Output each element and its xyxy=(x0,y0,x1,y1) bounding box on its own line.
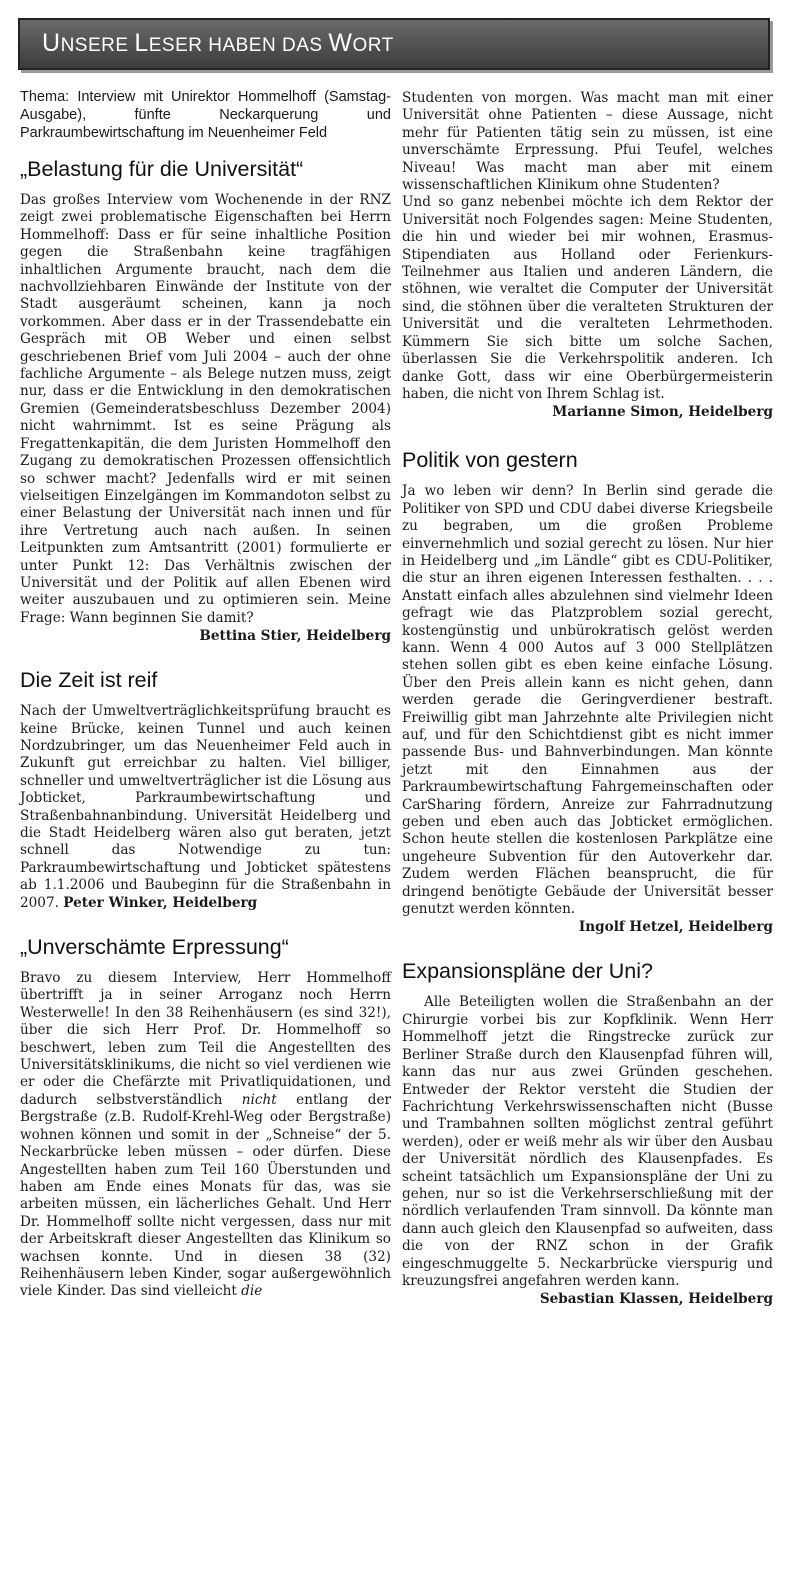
letter-erpressung-continued xyxy=(402,90,773,421)
letter-belastung xyxy=(20,156,391,645)
letter-signature: Sebastian Klassen, Heidelberg xyxy=(539,1291,773,1308)
letter-emphasis: die xyxy=(241,1283,263,1300)
letter-body: Studenten von morgen. Was macht man mit einer Universität ohne Patienten – diese Aussage, nicht mehr für Patienten tätig sein zu müssen, ist eine unverschämte Erpressung. Pfui Teufel, welches Niveau! Was macht man aber mit einem wissenschaftlichen Klinikum ohne Studenten? xyxy=(402,90,773,194)
letter-signature: Marianne Simon, Heidelberg xyxy=(552,404,773,421)
letter-erpressung xyxy=(20,934,391,1301)
right-column xyxy=(402,90,773,1330)
banner-title: UNSERE LESER HABEN DAS WORT xyxy=(42,29,394,57)
letter-expansionsplaene xyxy=(402,958,773,1308)
letter-body: Alle Beteiligten wollen die Straßenbahn an der Chirurgie vorbei bis zur Kopfklinik. Wenn Herr Hommelhoff jetzt die Ringstrecke zurück zur Berliner Straße durch den Klausenpfad führen will, kann das nur aus zwei Gründen geschehen. Entweder der Rektor versteht die Studien der Fachrichtung Verkehrswissenschaften nicht (Busse und Trambahnen sollten möglichst zentral geführt werden), oder er weiß mehr als wir über den Ausbau der Universität nördlich des Klausenpfades. Es scheint tatsächlich um Expansionspläne der Uni zu gehen, nur so ist die Verkehrserschließung mit der nördlich verlaufenden Tram sinnvoll. Da könnte man dann auch gleich den Klausenpfad so aufweiten, dass die von der RNZ schon in der Grafik eingeschmuggelte 5. Neckarbrücke vierspurig und kreuzungsfrei angefahren werden kann. xyxy=(402,994,773,1289)
letter-heading: „Belastung für die Universität“ xyxy=(20,157,304,181)
letter-emphasis: nicht xyxy=(241,1091,277,1108)
letter-body xyxy=(20,703,391,912)
left-column xyxy=(20,82,391,1323)
letter-text: Nach der Umweltverträglichkeitsprüfung braucht es keine Brücke, keinen Tunnel und auch keinen Nordzubringer, um das Neuenheimer Feld auch in Zukunft gut erreichbar zu halten. Viel billiger, schneller und umweltverträglicher ist die Lösung aus Jobticket, Parkraumbewirtschaftung und Straßenbahnanbindung. Universität Heidelberg und die Stadt Heidelberg wären also gut beraten, jetzt schnell das Notwendige zu tun: Parkraumbewirtschaftung und Jobticket spätestens ab 1.1.2006 und Baubeginn für die Straßenbahn in 2007. xyxy=(20,703,391,911)
letter-signature: Bettina Stier, Heidelberg xyxy=(199,628,391,645)
section-banner xyxy=(18,18,770,70)
letter-heading: Politik von gestern xyxy=(402,448,578,473)
letter-text: Bravo zu diesem Interview, Herr Hommelhoff übertrifft ja in seiner Arroganz noch Herrn Westerwelle! In den 38 Reihenhäusern (es sind 32!), über die sich Herr Prof. Dr. Hommelhoff so beschwert, leben zum Teil die Angestellten des Universitätsklinikums, die nicht so viel verdienen wie er oder die Chefärzte mit Privatliquidationen, und dadurch selbstverständlich xyxy=(20,970,391,1108)
topic-line: Thema: Interview mit Unirektor Hommelhoff (Samstag-Ausgabe), fünfte Neckarquerung und Parkraumbewirtschaftung im Neuenheimer Feld xyxy=(20,89,391,141)
letter-politik-von-gestern xyxy=(402,447,773,936)
letter-signature: Peter Winker, Heidelberg xyxy=(63,894,258,911)
letter-body: Ja wo leben wir denn? In Berlin sind gerade die Politiker von SPD und CDU dabei diverse Kriegsbeile zu begraben, um die großen Probleme einvernehmlich und sozial gerecht zu lösen. Nur hier in Heidelberg und „im Ländle“ gibt es CDU-Politiker, die stur an ihren eigenen Interessen festhalten. . . . Anstatt einfach alles abzulehnen sind vielmehr Ideen gefragt wie das Platzproblem sozial gerecht, kostengünstig und unbürokratisch gelöst werden kann. Wenn 4 000 Autos auf 3 000 Stellplätzen stehen sollen gibt es eben keine einfache Lösung. Über den Preis allein kann es nicht gehen, dann werden gerade die Geringverdiener bestraft. Freiwillig gibt man Jahrzehnte alte Privilegien nicht auf, und für den Schichtdienst gibt es nicht immer passende Bus- und Bahnverbindungen. Man könnte jetzt mit den Einnahmen aus der Parkraumbewirtschaftung Fahrgemeinschaften oder CarSharing fördern, Anreize zur Fahrradnutzung geben und eben auch das Jobticket ermöglichen. Schon heute stellen die kostenlosen Parkplätze eine ungeheure Subvention für den Autoverkehr dar. Zudem werden Flächen beansprucht, die für dringend benötigte Gebäude der Universität besser genutzt werden könnten. xyxy=(402,483,773,918)
letter-heading: „Unverschämte Erpressung“ xyxy=(20,935,289,960)
letter-heading: Expansionspläne der Uni? xyxy=(402,959,653,984)
letter-text: entlang der Bergstraße (z.B. Rudolf-Krehl-Weg oder Bergstraße) wohnen können und somit in der „Schneise“ der 5. Neckarbrücke leben müssen – oder dürfen. Diese Angestellten haben zum Teil 160 Überstunden und haben am Ende eines Monats für das, was sie arbeiten müssen, ein lächerliches Gehalt. Und Herr Dr. Hommelhoff sollte nicht vergessen, dass nur mit der Arbeitskraft dieser Angestellten das Klinikum so wachsen konnte. Und in diesen 38 (32) Reihenhäusern leben Kinder, sogar außergewöhnlich viele Kinder. Das sind vielleicht xyxy=(20,1091,392,1300)
letter-signature: Ingolf Hetzel, Heidelberg xyxy=(578,919,773,936)
letter-body: Das großes Interview vom Wochenende in der RNZ zeigt zwei problematische Eigenschaften bei Herrn Hommelhoff: Dass er für seine inhaltliche Position gegen die Straßenbahn keine tragfähigen inhaltlichen Argumente braucht, nach dem die nachvollziehbaren Einwände der Institute von der Stadt ausgeräumt scheinen, kann ja noch vorkommen. Aber dass er in der Trassendebatte ein Gespräch mit OB Weber und einen selbst geschriebenen Brief vom Juli 2004 – auch der ohne fachliche Argumente – als Belege nutzen muss, zeigt nur, dass er die Entwicklung in den demokratischen Gremien (Gemeinderatsbeschluss Dezember 2004) nicht wahrnimmt. Ist es seine Prägung als Fregattenkapitän, die dem Juristen Hommelhoff den Zugang zu demokratischen Prozessen offensichtlich so schwer macht? Jedenfalls wird er mit seinen vielseitigen Einzelgängen im Kommandoton selbst zu einer Belastung der Universität nach innen und für ihre Vertretung auch nach außen. In seinen Leitpunkten zum Amtsantritt (2001) formulierte er unter Punkt 12: Das Verhältnis zwischen der Universität und der Politik auf allen Ebenen wird weiter auszubauen und zu optimieren sein. Meine Frage: Wann beginnen Sie damit? xyxy=(20,192,391,626)
letter-zeit-ist-reif xyxy=(20,667,391,912)
letter-heading: Die Zeit ist reif xyxy=(20,668,158,693)
letter-body: Und so ganz nebenbei möchte ich dem Rektor der Universität noch Folgendes sagen: Meine Studenten, die hin und wieder bei mir wohnen, Erasmus-Stipendiaten aus Holland oder Ferienkurs-Teilnehmer aus Italien und anderen Ländern, die stöhnen, wie veraltet die Computer der Universität sind, die stöhnen über die veralteten Strukturen der Universität und die veralteten Lehrmethoden. Kümmern Sie sich bitte um solche Sachen, überlassen Sie die Verkehrspolitik anderen. Ich danke Gott, dass wir eine Oberbürgermeisterin haben, die nicht von Ihrem Schlag ist. xyxy=(402,194,773,402)
banner-title-source xyxy=(0,0,1,1)
letter-body xyxy=(20,970,391,1301)
